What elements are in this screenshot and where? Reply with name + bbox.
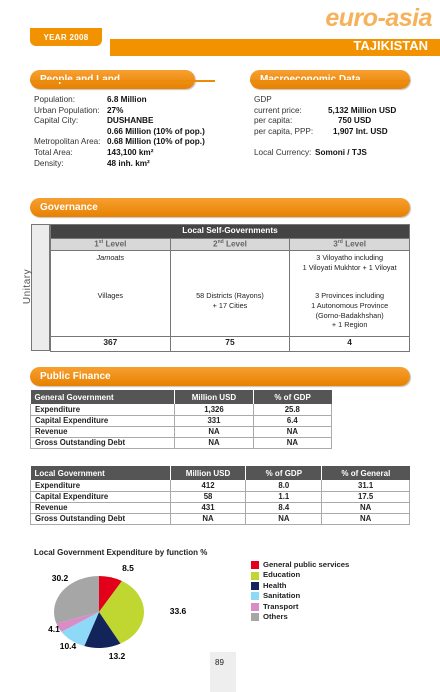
legend-transport: Transport <box>251 602 349 612</box>
table-row: Expenditure 1,326 25.8 <box>31 404 332 415</box>
pie-value-label: 13.2 <box>108 651 126 661</box>
capital-row: Capital City: DUSHANBE <box>34 116 154 126</box>
legend-swatch <box>251 572 259 580</box>
capital-pop-row: 0.66 Million (10% of pop.) <box>107 126 205 136</box>
table-row: Capital Expenditure 58 1.1 17.5 <box>31 491 410 502</box>
level-2-header: 2nd Level <box>170 239 290 251</box>
gdp-row: GDP <box>254 95 272 104</box>
lg-header-label: Local Government <box>31 466 171 480</box>
level-3-cell: 3 Viloyatho including 1 Viloyati Mukhtor + 1 Viloyat 3 Provinces including 1 Autonomous Province (Gorno-Badakhshan) + 1 Region <box>290 251 410 337</box>
legend-swatch <box>251 613 259 621</box>
legend-swatch <box>251 603 259 611</box>
gg-header-label: General Government <box>31 390 175 404</box>
legend-health: Health <box>251 581 349 591</box>
level-3-count: 4 <box>290 337 410 352</box>
unitary-text: Unitary <box>22 268 34 305</box>
pie-value-label: 33.6 <box>169 606 187 616</box>
area-row: Total Area: 143,100 km² <box>34 147 154 157</box>
level-2-cell: 58 Districts (Rayons) + 17 Cities <box>170 251 290 337</box>
pie-value-label: 10.4 <box>59 641 77 651</box>
per-capita-row: per capita: 750 USD <box>254 116 372 126</box>
urban-row: Urban Population: 27% <box>34 105 124 115</box>
gg-header-gdp: % of GDP <box>253 390 331 404</box>
legend-others: Others <box>251 612 349 622</box>
legend-general-public-services: General public services <box>251 560 349 570</box>
table-row: Gross Outstanding Debt NA NA NA <box>31 513 410 524</box>
legend-education: Education <box>251 570 349 580</box>
brand-label: euro-asia <box>325 4 432 32</box>
current-price-row: current price: 5,132 Million USD <box>254 105 397 115</box>
legend-swatch <box>251 592 259 600</box>
table-row: Expenditure 412 8.0 31.1 <box>31 480 410 491</box>
pie-legend <box>251 560 349 622</box>
level-1-count: 367 <box>51 337 171 352</box>
level-1-header: 1st Level <box>51 239 171 251</box>
lg-header-general: % of General <box>322 466 410 480</box>
pie-value-label: 4.1 <box>48 624 60 634</box>
governance-heading: Governance <box>30 198 410 217</box>
level-2-count: 75 <box>170 337 290 352</box>
level-3-header: 3rd Level <box>290 239 410 251</box>
table-row: Gross Outstanding Debt NA NA <box>31 437 332 448</box>
density-row: Density: 48 inh. km² <box>34 158 150 168</box>
page-number: 89 <box>215 658 224 667</box>
table-row: Revenue NA NA <box>31 426 332 437</box>
table-row: Capital Expenditure 331 6.4 <box>31 415 332 426</box>
currency-row: Local Currency: Somoni / TJS <box>254 147 367 157</box>
gg-header-million: Million USD <box>175 390 253 404</box>
table-row: Revenue 431 8.4 NA <box>31 502 410 513</box>
public-finance-heading: Public Finance <box>30 367 410 386</box>
pie-value-label: 30.2 <box>51 573 69 583</box>
population-row: Population: 6.8 Million <box>34 95 147 104</box>
pie-slices <box>54 576 144 648</box>
lg-header-million: Million USD <box>170 466 246 480</box>
legend-swatch <box>251 561 259 569</box>
per-capita-ppp-row: per capita, PPP: 1,907 Int. USD <box>254 126 388 136</box>
year-tab: YEAR 2008 <box>30 28 102 46</box>
metro-row: Metropolitan Area: 0.68 Million (10% of pop.) <box>34 137 205 147</box>
level-1-cell: Jamoats Villages <box>51 251 171 337</box>
country-title: TAJIKISTAN <box>353 38 428 53</box>
lsg-title: Local Self-Governments <box>51 225 410 239</box>
legend-swatch <box>251 582 259 590</box>
legend-sanitation: Sanitation <box>251 591 349 601</box>
lg-header-gdp: % of GDP <box>246 466 322 480</box>
chart-title: Local Government Expenditure by function % <box>34 548 208 557</box>
pie-value-label: 8.5 <box>122 563 134 573</box>
